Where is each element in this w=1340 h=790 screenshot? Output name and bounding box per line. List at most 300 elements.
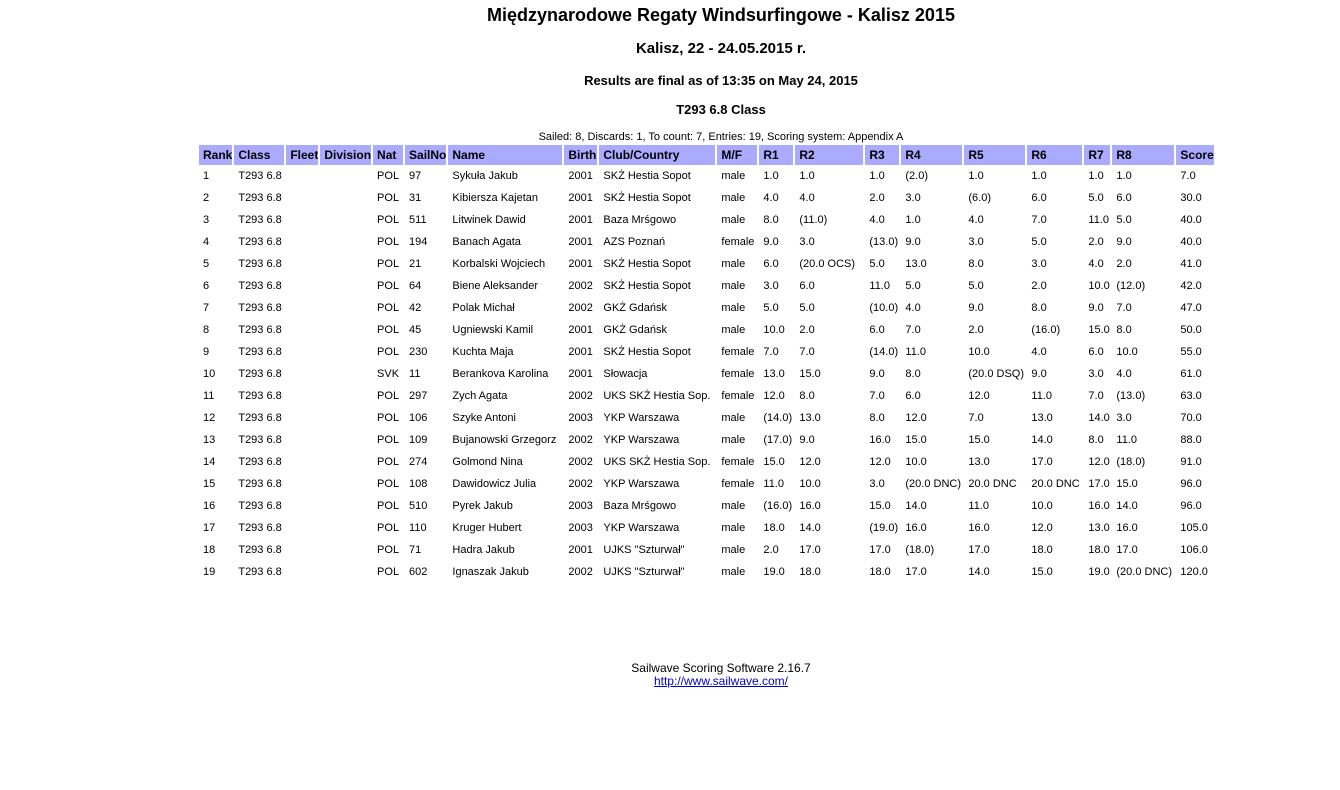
cell-r8: (12.0)	[1116, 280, 1146, 292]
cell-score: 91.0	[1180, 456, 1202, 468]
cell-r1: 15.0	[763, 456, 785, 468]
cell-r3: (13.0)	[869, 236, 899, 248]
cell-score: 42.0	[1180, 280, 1202, 292]
table-row	[199, 429, 1214, 451]
column-header-r5: R5	[964, 145, 1025, 165]
cell-r8: 8.0	[1116, 324, 1132, 336]
cell-name: Ugniewski Kamil	[452, 324, 534, 336]
cell-sailno: 110	[409, 522, 427, 534]
cell-division	[320, 319, 371, 341]
cell-club: YKP Warszawa	[603, 478, 680, 490]
cell-fleet	[286, 231, 318, 253]
cell-r3: 9.0	[869, 368, 885, 380]
cell-score: 47.0	[1180, 302, 1202, 314]
cell-r5: 4.0	[968, 214, 984, 226]
table-row	[199, 341, 1214, 363]
cell-gender: male	[721, 566, 746, 578]
cell-score: 30.0	[1180, 192, 1202, 204]
cell-club: AZS Poznań	[603, 236, 666, 248]
cell-r6: 3.0	[1031, 258, 1047, 270]
software-credit: Sailwave Scoring Software 2.16.7	[631, 661, 811, 675]
table-row	[199, 385, 1214, 407]
cell-r2: (20.0 OCS)	[799, 258, 856, 270]
cell-rank: 12	[203, 412, 216, 424]
cell-r6: (16.0)	[1031, 324, 1061, 336]
cell-r1: 13.0	[763, 368, 785, 380]
cell-score: 7.0	[1180, 170, 1196, 182]
cell-name: Polak Michał	[452, 302, 515, 314]
column-header-fleet: Fleet	[286, 145, 318, 165]
cell-name: Sykuła Jakub	[452, 170, 518, 182]
cell-gender: male	[721, 302, 746, 314]
cell-r1: 6.0	[763, 258, 779, 270]
cell-r3: 18.0	[869, 566, 891, 578]
column-header-division: Division	[320, 145, 371, 165]
cell-nat: POL	[377, 346, 400, 358]
cell-rank: 15	[203, 478, 216, 490]
cell-r3: 8.0	[869, 412, 885, 424]
cell-gender: female	[721, 390, 755, 402]
cell-r5: 20.0 DNC	[968, 478, 1017, 490]
cell-club: Baza Mrśgowo	[603, 500, 677, 512]
cell-r4: 7.0	[905, 324, 921, 336]
cell-r7: 13.0	[1088, 522, 1110, 534]
cell-r4: (20.0 DNC)	[905, 478, 962, 490]
cell-gender: male	[721, 170, 746, 182]
cell-sailno: 510	[409, 500, 428, 512]
column-header-name: Name	[448, 145, 562, 165]
cell-r6: 18.0	[1031, 544, 1053, 556]
cell-name: Hadra Jakub	[452, 544, 515, 556]
cell-sailno: 109	[409, 434, 428, 446]
cell-club: SKŻ Hestia Sopot	[603, 258, 691, 270]
cell-r2: 2.0	[799, 324, 815, 336]
cell-r3: 2.0	[869, 192, 885, 204]
cell-r5: 10.0	[968, 346, 990, 358]
cell-rank: 13	[203, 434, 216, 446]
cell-rank: 17	[203, 522, 216, 534]
cell-class: T293 6.8	[238, 280, 282, 292]
cell-fleet	[286, 517, 318, 539]
cell-division	[320, 341, 371, 363]
cell-r5: 5.0	[968, 280, 984, 292]
cell-r4: 1.0	[905, 214, 921, 226]
cell-r2: 8.0	[799, 390, 815, 402]
cell-nat: POL	[377, 390, 400, 402]
cell-birth: 2001	[568, 258, 593, 270]
cell-r1: 19.0	[763, 566, 785, 578]
cell-r1: 2.0	[763, 544, 779, 556]
cell-birth: 2001	[568, 214, 593, 226]
cell-nat: POL	[377, 192, 400, 204]
cell-r4: 5.0	[905, 280, 921, 292]
cell-r7: 8.0	[1088, 434, 1104, 446]
cell-name: Kuchta Maja	[452, 346, 514, 358]
cell-r8: 1.0	[1116, 170, 1132, 182]
cell-birth: 2002	[568, 280, 593, 292]
class-heading: T293 6.8 Class	[676, 102, 766, 117]
cell-r7: 9.0	[1088, 302, 1104, 314]
column-header-r4: R4	[901, 145, 962, 165]
cell-r8: 14.0	[1116, 500, 1138, 512]
cell-r4: 13.0	[905, 258, 927, 270]
cell-r1: 4.0	[763, 192, 779, 204]
cell-club: SKŻ Hestia Sopot	[603, 170, 691, 182]
column-header-r2: R2	[795, 145, 863, 165]
cell-club: SKŻ Hestia Sopot	[603, 192, 691, 204]
cell-rank: 4	[203, 236, 210, 248]
cell-name: Zych Agata	[452, 390, 508, 402]
table-body	[199, 165, 1214, 583]
cell-r4: (18.0)	[905, 544, 935, 556]
cell-gender: female	[721, 456, 755, 468]
column-header-sailno: SailNo	[405, 145, 446, 165]
cell-score: 63.0	[1180, 390, 1202, 402]
cell-nat: POL	[377, 280, 400, 292]
table-row	[199, 451, 1214, 473]
cell-fleet	[286, 451, 318, 473]
cell-fleet	[286, 319, 318, 341]
cell-fleet	[286, 187, 318, 209]
cell-rank: 8	[203, 324, 210, 336]
cell-division	[320, 429, 371, 451]
footer	[0, 662, 1340, 688]
table-row	[199, 231, 1214, 253]
cell-name: Litwinek Dawid	[452, 214, 526, 226]
cell-birth: 2001	[568, 368, 593, 380]
cell-gender: female	[721, 478, 755, 490]
cell-r3: 1.0	[869, 170, 885, 182]
cell-sailno: 71	[409, 544, 422, 556]
cell-name: Bujanowski Grzegorz	[452, 434, 557, 446]
cell-r5: 11.0	[968, 500, 989, 512]
column-header-r3: R3	[865, 145, 899, 165]
cell-club: GKŻ Gdańsk	[603, 324, 667, 336]
cell-r6: 11.0	[1031, 390, 1052, 402]
cell-birth: 2001	[568, 346, 593, 358]
cell-r7: 17.0	[1088, 478, 1110, 490]
cell-gender: female	[721, 346, 755, 358]
cell-r7: 3.0	[1088, 368, 1104, 380]
cell-sailno: 194	[409, 236, 428, 248]
cell-nat: POL	[377, 522, 400, 534]
table-row	[199, 253, 1214, 275]
cell-r5: 14.0	[968, 566, 990, 578]
cell-division	[320, 561, 371, 583]
cell-club: SKŻ Hestia Sopot	[603, 280, 691, 292]
cell-birth: 2002	[568, 566, 593, 578]
cell-division	[320, 231, 371, 253]
cell-r8: 2.0	[1116, 258, 1132, 270]
cell-gender: male	[721, 544, 746, 556]
table-header-row	[199, 145, 1214, 165]
cell-r6: 1.0	[1031, 170, 1047, 182]
cell-r2: 14.0	[799, 522, 821, 534]
cell-r5: 12.0	[968, 390, 990, 402]
results-status: Results are final as of 13:35 on May 24, 2015	[584, 73, 858, 88]
cell-r7: 5.0	[1088, 192, 1104, 204]
cell-gender: female	[721, 236, 755, 248]
cell-r5: 3.0	[968, 236, 984, 248]
cell-sailno: 31	[409, 192, 422, 204]
cell-r8: 15.0	[1116, 478, 1138, 490]
cell-gender: male	[721, 500, 746, 512]
cell-name: Ignaszak Jakub	[452, 566, 529, 578]
cell-rank: 9	[203, 346, 210, 358]
cell-r2: 6.0	[799, 280, 815, 292]
cell-r2: 16.0	[799, 500, 821, 512]
column-header-r6: R6	[1027, 145, 1082, 165]
cell-sailno: 274	[409, 456, 428, 468]
cell-sailno: 64	[409, 280, 422, 292]
cell-gender: male	[721, 214, 746, 226]
cell-gender: male	[721, 280, 746, 292]
cell-class: T293 6.8	[238, 236, 282, 248]
cell-birth: 2001	[568, 544, 593, 556]
cell-r2: 15.0	[799, 368, 821, 380]
cell-birth: 2002	[568, 478, 593, 490]
cell-r8: (18.0)	[1116, 456, 1146, 468]
cell-r5: 15.0	[968, 434, 990, 446]
cell-nat: POL	[377, 434, 400, 446]
cell-sailno: 21	[409, 258, 422, 270]
cell-gender: male	[721, 324, 746, 336]
cell-birth: 2001	[568, 236, 593, 248]
cell-r5: 8.0	[968, 258, 984, 270]
cell-r6: 20.0 DNC	[1031, 478, 1080, 490]
cell-r5: 9.0	[968, 302, 984, 314]
cell-r1: (16.0)	[763, 500, 793, 512]
cell-gender: male	[721, 522, 746, 534]
column-header-class: Class	[234, 145, 284, 165]
scoring-summary: Sailed: 8, Discards: 1, To count: 7, Entries: 19, Scoring system: Appendix A	[538, 131, 904, 143]
cell-rank: 19	[203, 566, 216, 578]
cell-nat: POL	[377, 478, 400, 490]
cell-r6: 12.0	[1031, 522, 1053, 534]
cell-sailno: 511	[409, 214, 427, 226]
cell-r2: 1.0	[799, 170, 815, 182]
cell-r1: 12.0	[763, 390, 785, 402]
cell-sailno: 42	[409, 302, 422, 314]
cell-rank: 7	[203, 302, 210, 314]
cell-sailno: 106	[409, 412, 428, 424]
cell-r8: 11.0	[1116, 434, 1137, 446]
event-dates: Kalisz, 22 - 24.05.2015 r.	[635, 40, 807, 57]
column-header-gender: M/F	[717, 145, 757, 165]
cell-class: T293 6.8	[238, 456, 282, 468]
cell-r5: 1.0	[968, 170, 984, 182]
cell-r7: 4.0	[1088, 258, 1104, 270]
cell-r4: 15.0	[905, 434, 927, 446]
cell-r1: 10.0	[763, 324, 785, 336]
cell-nat: POL	[377, 214, 400, 226]
cell-class: T293 6.8	[238, 522, 282, 534]
cell-rank: 3	[203, 214, 210, 226]
table-row	[199, 363, 1214, 385]
cell-birth: 2001	[568, 192, 593, 204]
cell-class: T293 6.8	[238, 412, 282, 424]
cell-r2: 12.0	[799, 456, 821, 468]
cell-rank: 14	[203, 456, 216, 468]
cell-r8: (13.0)	[1116, 390, 1146, 402]
cell-nat: POL	[377, 500, 400, 512]
cell-r3: 17.0	[869, 544, 891, 556]
cell-gender: female	[721, 368, 755, 380]
cell-r7: 7.0	[1088, 390, 1104, 402]
cell-r2: 18.0	[799, 566, 821, 578]
cell-rank: 2	[203, 192, 210, 204]
cell-fleet	[286, 495, 318, 517]
table-row	[199, 473, 1214, 495]
cell-birth: 2003	[568, 522, 593, 534]
cell-nat: POL	[377, 544, 400, 556]
cell-r2: 4.0	[799, 192, 815, 204]
cell-r4: 16.0	[905, 522, 927, 534]
cell-birth: 2002	[568, 302, 593, 314]
cell-rank: 6	[203, 280, 210, 292]
cell-class: T293 6.8	[238, 544, 282, 556]
column-header-r1: R1	[759, 145, 793, 165]
cell-r8: 17.0	[1116, 544, 1138, 556]
cell-division	[320, 495, 371, 517]
cell-r6: 9.0	[1031, 368, 1047, 380]
cell-r1: (14.0)	[763, 412, 793, 424]
cell-r3: 15.0	[869, 500, 891, 512]
cell-sailno: 297	[409, 390, 428, 402]
cell-rank: 11	[203, 390, 215, 402]
cell-name: Berankova Karolina	[452, 368, 549, 380]
cell-r1: 9.0	[763, 236, 779, 248]
cell-r6: 2.0	[1031, 280, 1047, 292]
cell-r4: 11.0	[905, 346, 926, 358]
page-title: Międzynarodowe Regaty Windsurfingowe - Kalisz 2015	[487, 5, 955, 25]
cell-division	[320, 451, 371, 473]
cell-birth: 2003	[568, 412, 593, 424]
cell-r3: 3.0	[869, 478, 885, 490]
cell-gender: male	[721, 412, 746, 424]
cell-birth: 2001	[568, 324, 593, 336]
cell-r4: 6.0	[905, 390, 921, 402]
cell-rank: 10	[203, 368, 216, 380]
cell-r7: 2.0	[1088, 236, 1104, 248]
cell-class: T293 6.8	[238, 434, 282, 446]
cell-rank: 5	[203, 258, 210, 270]
cell-r3: 11.0	[869, 280, 890, 292]
cell-fleet	[286, 363, 318, 385]
cell-fleet	[286, 407, 318, 429]
cell-r7: 11.0	[1088, 214, 1109, 226]
cell-sailno: 230	[409, 346, 428, 358]
cell-nat: POL	[377, 258, 400, 270]
cell-fleet	[286, 429, 318, 451]
cell-division	[320, 209, 371, 231]
cell-r3: 16.0	[869, 434, 891, 446]
column-header-birth: Birth	[564, 145, 597, 165]
cell-class: T293 6.8	[238, 302, 282, 314]
column-header-r7: R7	[1084, 145, 1110, 165]
cell-r5: 13.0	[968, 456, 990, 468]
cell-sailno: 11	[409, 368, 421, 380]
cell-score: 40.0	[1180, 214, 1202, 226]
cell-r8: 3.0	[1116, 412, 1132, 424]
cell-division	[320, 407, 371, 429]
cell-r2: (11.0)	[799, 214, 828, 226]
cell-rank: 16	[203, 500, 216, 512]
cell-class: T293 6.8	[238, 566, 282, 578]
cell-r6: 7.0	[1031, 214, 1047, 226]
cell-division	[320, 297, 371, 319]
column-header-rank: Rank	[199, 145, 232, 165]
cell-club: GKŻ Gdańsk	[603, 302, 667, 314]
cell-nat: POL	[377, 236, 400, 248]
cell-class: T293 6.8	[238, 324, 282, 336]
cell-r1: 3.0	[763, 280, 779, 292]
table-row	[199, 319, 1214, 341]
cell-r7: 12.0	[1088, 456, 1110, 468]
cell-r1: 5.0	[763, 302, 779, 314]
cell-r3: (14.0)	[869, 346, 899, 358]
cell-r6: 14.0	[1031, 434, 1053, 446]
cell-r3: 12.0	[869, 456, 891, 468]
cell-nat: POL	[377, 324, 400, 336]
cell-name: Pyrek Jakub	[452, 500, 513, 512]
cell-score: 70.0	[1180, 412, 1202, 424]
cell-r8: 7.0	[1116, 302, 1132, 314]
cell-fleet	[286, 473, 318, 495]
cell-r6: 15.0	[1031, 566, 1053, 578]
cell-class: T293 6.8	[238, 192, 282, 204]
cell-club: UJKS "Szturwał"	[603, 566, 685, 578]
column-header-club: Club/Country	[599, 145, 715, 165]
cell-gender: male	[721, 192, 746, 204]
cell-division	[320, 275, 371, 297]
cell-fleet	[286, 209, 318, 231]
cell-class: T293 6.8	[238, 368, 282, 380]
cell-name: Kibiersza Kajetan	[452, 192, 538, 204]
cell-name: Banach Agata	[452, 236, 521, 248]
cell-r4: 10.0	[905, 456, 927, 468]
cell-division	[320, 363, 371, 385]
table-row	[199, 407, 1214, 429]
cell-name: Kruger Hubert	[452, 522, 522, 534]
cell-r5: (20.0 DSQ)	[968, 368, 1025, 380]
cell-gender: male	[721, 434, 746, 446]
cell-r3: (19.0)	[869, 522, 899, 534]
sailwave-link[interactable]: http://www.sailwave.com/	[653, 674, 789, 688]
cell-fleet	[286, 561, 318, 583]
cell-r4: (2.0)	[905, 170, 929, 182]
table-row	[199, 165, 1214, 187]
cell-r5: 7.0	[968, 412, 984, 424]
cell-score: 55.0	[1180, 346, 1202, 358]
cell-r2: 17.0	[799, 544, 821, 556]
cell-r8: 10.0	[1116, 346, 1138, 358]
cell-score: 120.0	[1180, 566, 1208, 578]
cell-sailno: 97	[409, 170, 422, 182]
cell-r2: 9.0	[799, 434, 815, 446]
cell-r6: 10.0	[1031, 500, 1053, 512]
cell-r1: 7.0	[763, 346, 779, 358]
cell-club: SKŻ Hestia Sopot	[603, 346, 691, 358]
cell-class: T293 6.8	[238, 214, 282, 226]
cell-r6: 6.0	[1031, 192, 1047, 204]
cell-club: Baza Mrśgowo	[603, 214, 677, 226]
cell-r4: 4.0	[905, 302, 921, 314]
cell-r2: 3.0	[799, 236, 815, 248]
cell-r8: 5.0	[1116, 214, 1132, 226]
cell-r5: 16.0	[968, 522, 990, 534]
cell-fleet	[286, 341, 318, 363]
